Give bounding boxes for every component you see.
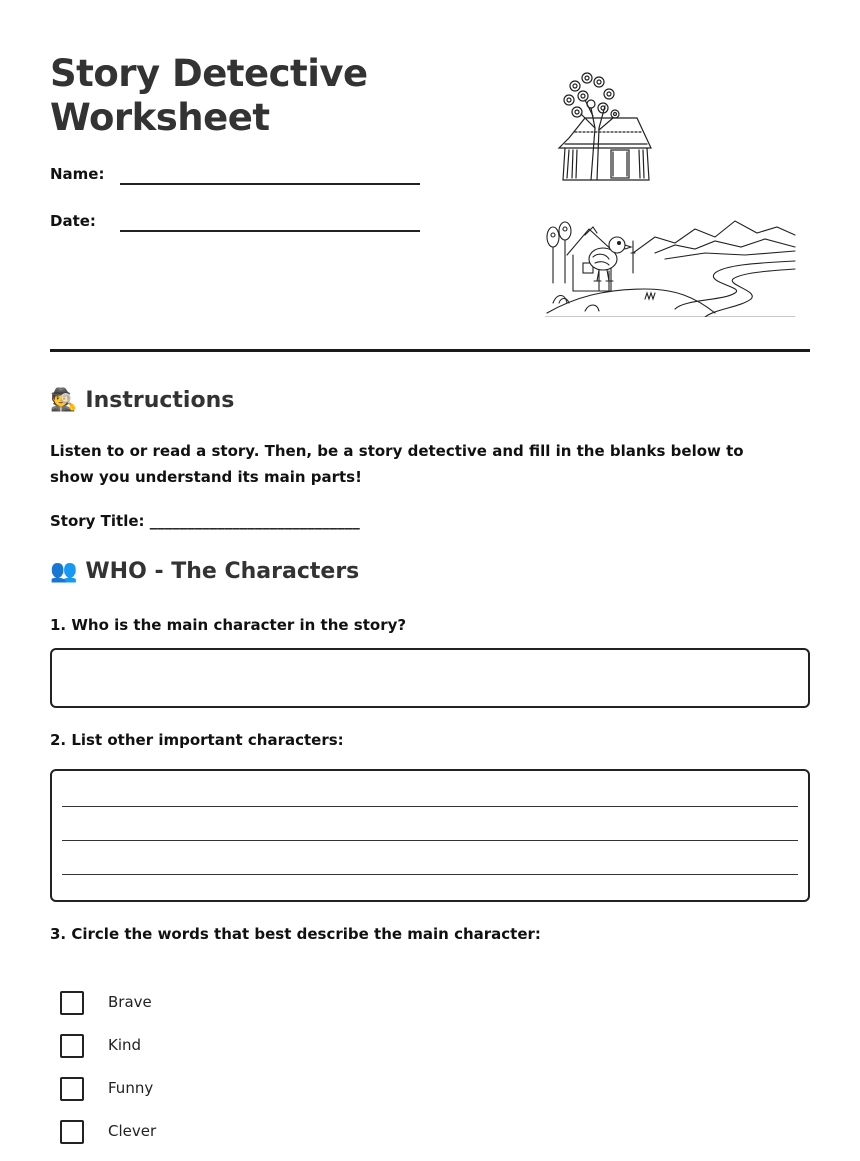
main-character-answer-box[interactable] <box>50 648 810 708</box>
question-1: 1. Who is the main character in the story? <box>50 616 407 634</box>
checkbox[interactable] <box>60 1034 84 1058</box>
date-field[interactable] <box>120 230 420 232</box>
name-field[interactable] <box>120 183 420 185</box>
people-icon: 👥 <box>50 559 78 584</box>
detective-icon: 🕵️ <box>50 388 78 413</box>
question-2: 2. List other important characters: <box>50 731 344 749</box>
name-field-row <box>50 165 430 189</box>
date-label: Date: <box>50 212 96 230</box>
writing-line[interactable] <box>62 840 798 841</box>
instructions-heading-text: Instructions <box>85 388 235 413</box>
choice-funny[interactable] <box>60 1077 260 1101</box>
choice-label: Brave <box>108 993 152 1011</box>
who-heading-text: WHO - The Characters <box>85 559 360 584</box>
page-title <box>50 52 480 140</box>
name-label: Name: <box>50 165 105 183</box>
choice-kind[interactable] <box>60 1034 260 1058</box>
other-characters-answer-box[interactable] <box>50 769 810 902</box>
checkbox[interactable] <box>60 1120 84 1144</box>
worksheet-page <box>50 0 810 1161</box>
landscape-bird-illustration <box>545 213 797 317</box>
writing-line[interactable] <box>62 874 798 875</box>
writing-line[interactable] <box>62 806 798 807</box>
title-line-1: Story Detective <box>50 52 368 95</box>
checkbox[interactable] <box>60 991 84 1015</box>
instructions-heading <box>50 388 234 413</box>
story-title-field[interactable]: Story Title: ____________________________ <box>50 512 360 530</box>
choice-label: Funny <box>108 1079 154 1097</box>
choice-brave[interactable] <box>60 991 260 1015</box>
choice-label: Kind <box>108 1036 142 1054</box>
choice-label: Clever <box>108 1122 157 1140</box>
question-3: 3. Circle the words that best describe the main character: <box>50 925 541 943</box>
checkbox[interactable] <box>60 1077 84 1101</box>
instructions-text: Listen to or read a story. Then, be a story detective and fill in the blanks below to show you understand its main parts! <box>50 442 744 486</box>
who-heading <box>50 559 359 584</box>
tree-hut-illustration <box>555 68 655 184</box>
header-divider <box>50 349 810 352</box>
choice-clever[interactable] <box>60 1120 260 1144</box>
title-line-2: Worksheet <box>50 96 270 139</box>
date-field-row <box>50 212 430 236</box>
